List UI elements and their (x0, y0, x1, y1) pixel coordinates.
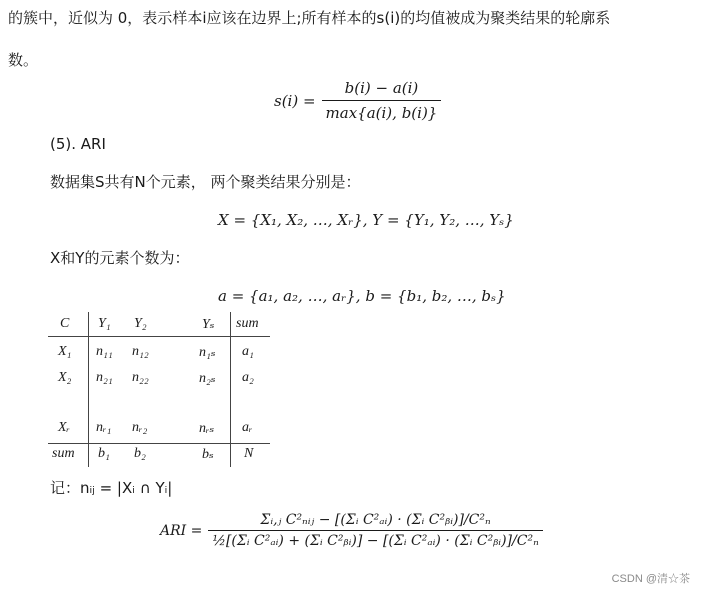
table-cell: n₁₂ (132, 344, 149, 359)
table-row-label: X₂ (58, 370, 72, 385)
table-cell: a₁ (242, 344, 254, 359)
table-footer-rule (48, 443, 270, 444)
contingency-table (48, 312, 270, 467)
watermark: CSDN @清☆茶 (611, 573, 690, 585)
table-footer-cell: b₁ (98, 446, 110, 461)
table-left-rule (88, 312, 89, 467)
table-cell: aᵣ (242, 420, 253, 435)
table-row-label: X₁ (58, 344, 72, 359)
section-heading-ari: (5). ARI (50, 135, 106, 153)
table-footer-cell: b₂ (134, 446, 146, 461)
text-line-2: 数。 (8, 51, 39, 69)
ari-formula (160, 512, 543, 549)
table-cell: n₂₂ (132, 370, 149, 385)
table-header-cell: sum (236, 316, 259, 331)
table-header-cell: Yₛ (202, 317, 215, 332)
table-cell: nᵣ₂ (132, 420, 148, 435)
table-header-cell: C (60, 316, 70, 331)
silhouette-fraction (322, 78, 442, 123)
silhouette-formula (274, 78, 441, 123)
table-cell: n₁ₛ (199, 345, 216, 360)
text-line-1: 的簇中，近似为 0，表示样本i应该在边界上;所有样本的s(i)的均值被成为聚类结果的轮廓系 (8, 9, 611, 27)
table-footer-cell: N (244, 446, 254, 461)
silhouette-denominator: max{a(i), b(i)} (322, 100, 442, 123)
table-right-rule (230, 312, 231, 467)
table-header-cell: Y₁ (98, 316, 111, 331)
table-footer-cell: bₛ (202, 447, 214, 462)
table-cell: nᵣ₁ (96, 420, 112, 435)
dataset-sentence: 数据集S共有N个元素， 两个聚类结果分别是： (50, 173, 361, 191)
table-cell: n₁₁ (96, 344, 113, 359)
table-header-rule (48, 336, 270, 337)
ari-denominator: ½[(Σᵢ C²ₐᵢ) + (Σᵢ C²ᵦᵢ)] − [(Σᵢ C²ₐᵢ) · (Σᵢ C²ᵦᵢ)]/C²ₙ (208, 530, 542, 549)
ari-lhs: ARI = (160, 522, 203, 539)
ari-numerator: Σᵢ,ⱼ C²ₙᵢⱼ − [(Σᵢ C²ₐᵢ) · (Σᵢ C²ᵦᵢ)]/C²ₙ (260, 512, 491, 528)
table-cell: nᵣₛ (199, 421, 215, 436)
cluster-sets-formula: X = {X₁, X₂, …, Xᵣ}, Y = {Y₁, Y₂, …, Yₛ} (218, 211, 514, 229)
counts-sentence: X和Y的元素个数为： (50, 249, 190, 267)
silhouette-lhs: s(i) = (274, 91, 316, 110)
table-footer-cell: sum (52, 446, 75, 461)
ari-fraction (208, 512, 542, 549)
table-cell: a₂ (242, 370, 254, 385)
table-cell: n₂ₛ (199, 371, 216, 386)
silhouette-numerator: b(i) − a(i) (344, 79, 419, 97)
table-header-cell: Y₂ (134, 316, 147, 331)
table-row-label: Xᵣ (58, 420, 70, 435)
table-cell: n₂₁ (96, 370, 113, 385)
intersection-note: 记：nᵢⱼ = |Xᵢ ∩ Yᵢ| (50, 479, 173, 497)
counts-formula: a = {a₁, a₂, …, aᵣ}, b = {b₁, b₂, …, bₛ} (218, 287, 506, 305)
